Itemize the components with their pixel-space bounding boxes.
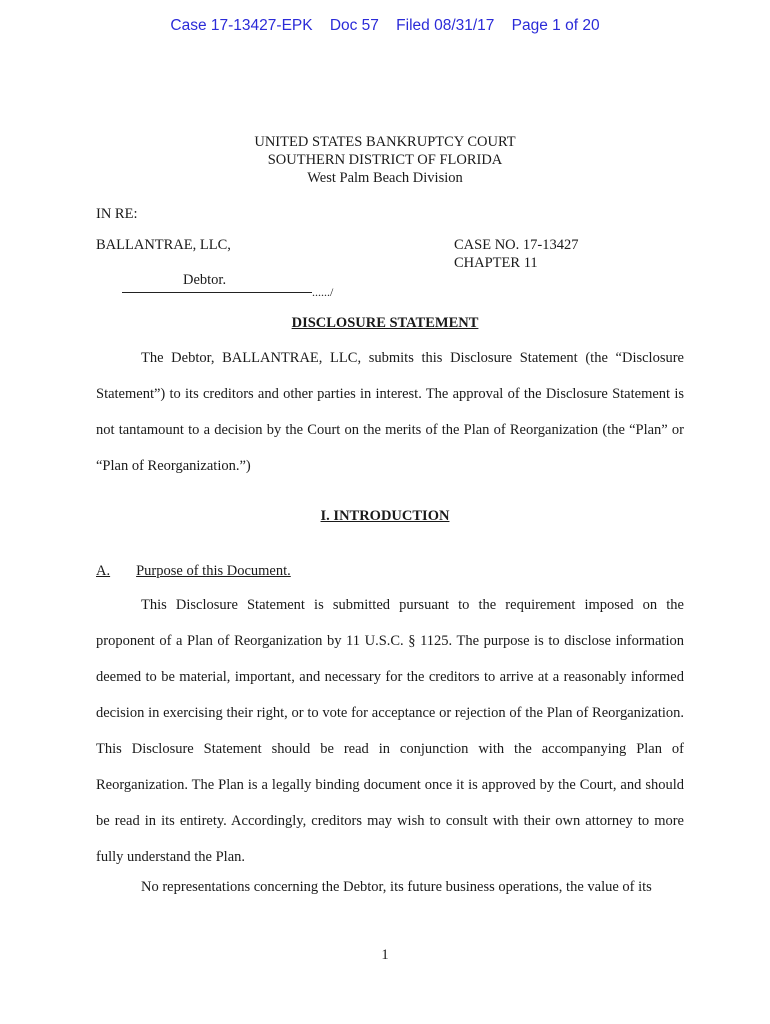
intro-paragraph xyxy=(96,340,684,484)
in-re-label: IN RE: xyxy=(96,206,138,222)
purpose-paragraph xyxy=(96,587,684,875)
caption-dots: ....../ xyxy=(312,285,334,299)
section-heading: I. INTRODUCTION xyxy=(320,508,450,524)
header-filed: Filed 08/31/17 xyxy=(396,17,495,34)
header-doc: Doc 57 xyxy=(329,17,379,34)
debtor-name: BALLANTRAE, LLC, xyxy=(96,237,231,253)
header-case: Case 17-13427-EPK xyxy=(170,17,313,34)
intro-text: The Debtor, BALLANTRAE, LLC, submits this Disclosure Statement (the “Disclosure Statement”) to its creditors and other parties in interest. The approval of the Disclosure Statement is not tantamount to a decision by the Court on the merits of the Plan of Reorganization (the “Plan” or “Plan of Reorganization.”) xyxy=(96,350,684,474)
page-number: 1 xyxy=(381,947,389,963)
filing-header xyxy=(0,17,770,35)
debtor-label: Debtor. xyxy=(183,272,227,288)
chapter-number: CHAPTER 11 xyxy=(454,255,538,271)
subsection-heading xyxy=(96,563,291,580)
court-name: UNITED STATES BANKRUPTCY COURT xyxy=(254,134,516,150)
subsection-title: Purpose of this Document. xyxy=(136,563,291,579)
purpose-text: This Disclosure Statement is submitted pursuant to the requirement imposed on the proponent of a Plan of Reorganization by 11 U.S.C. § 1125. The purpose is to disclose information deemed to be material, important, and necessary for the creditors to arrive at a reasonably informed decision in exercising their right, or to vote for acceptance or rejection of the Plan of Reorganization. This Disclosure Statement should be read in conjunction with the accompanying Plan of Reorganization. The Plan is a legally binding document once it is approved by the Court, and should be read in its entirety. Accordingly, creditors may wish to consult with their own attorney to more fully understand the Plan. xyxy=(96,597,684,865)
title-row xyxy=(0,315,770,332)
court-division: West Palm Beach Division xyxy=(307,170,463,186)
case-number: CASE NO. 17-13427 xyxy=(454,237,579,253)
court-district: SOUTHERN DISTRICT OF FLORIDA xyxy=(267,152,503,168)
subsection-letter: A. xyxy=(96,563,111,579)
section-heading-row xyxy=(0,508,770,525)
header-page: Page 1 of 20 xyxy=(511,17,600,34)
representations-text: No representations concerning the Debtor, its future business operations, the value of its xyxy=(141,879,652,895)
caption-line xyxy=(122,292,312,293)
document-title: DISCLOSURE STATEMENT xyxy=(291,315,479,331)
representations-paragraph xyxy=(96,869,684,905)
